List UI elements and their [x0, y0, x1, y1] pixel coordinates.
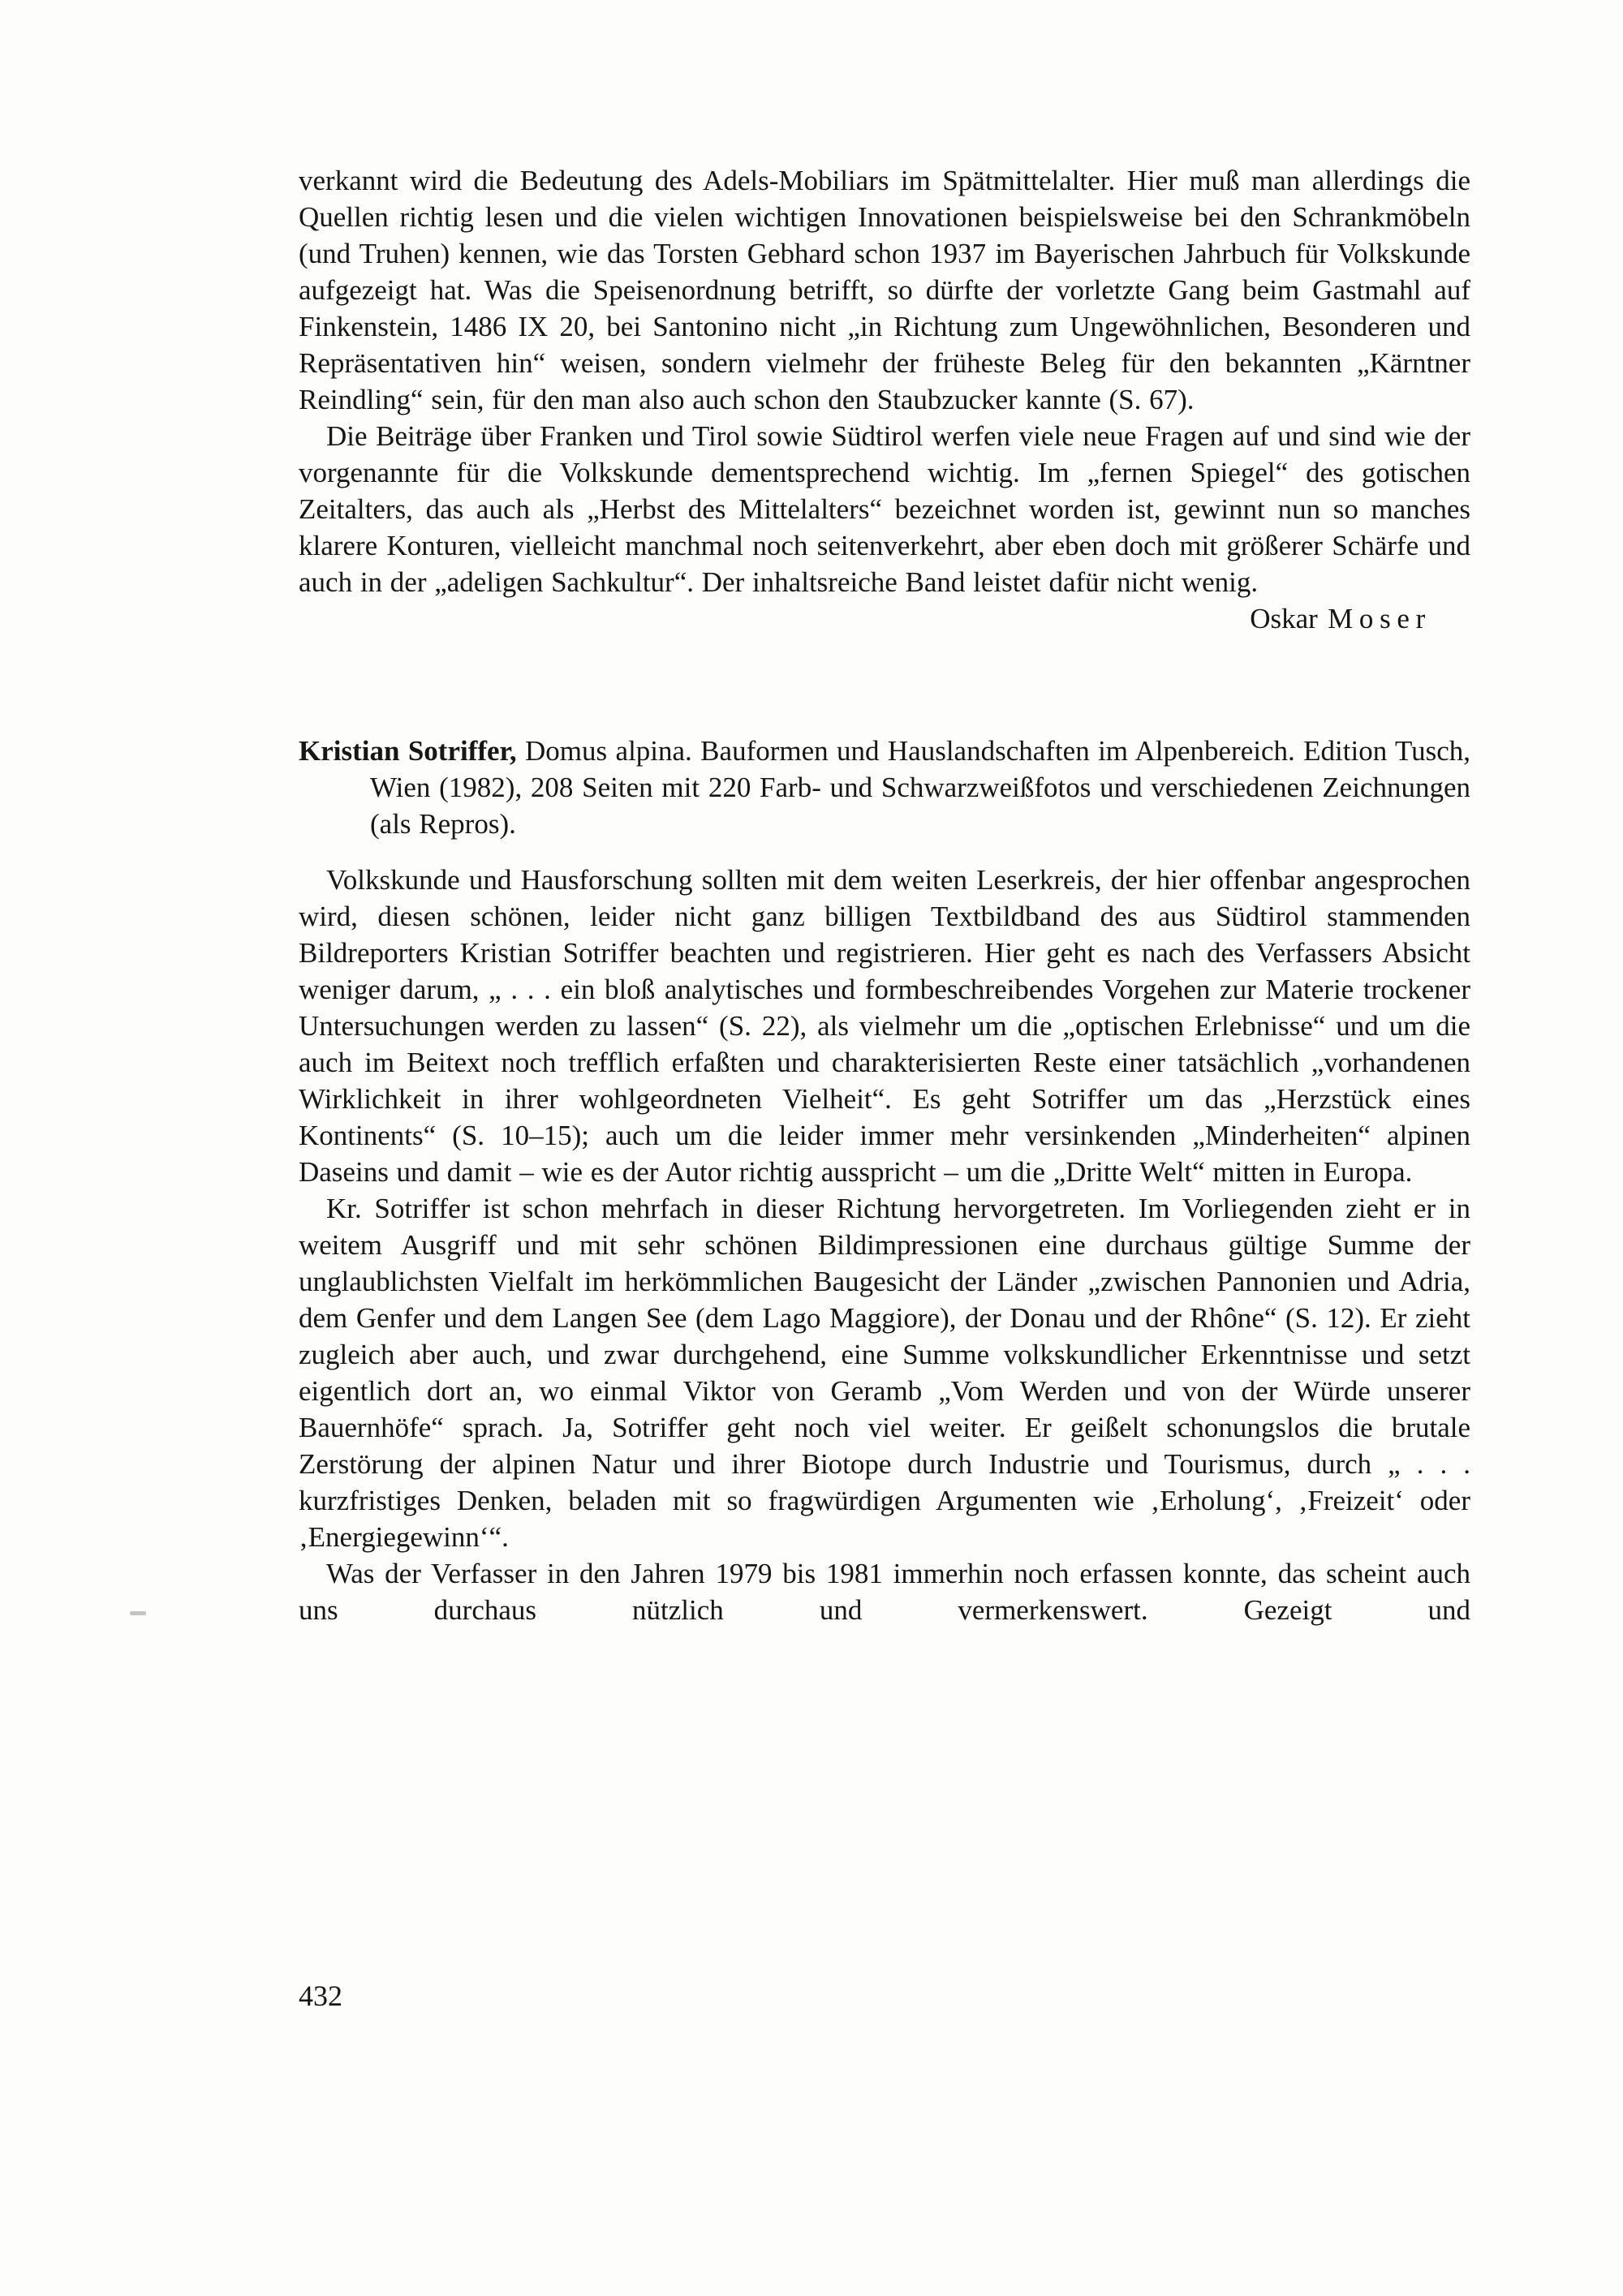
paragraph-review-end-closing: Die Beiträge über Franken und Tirol sowie Südtirol werfen viele neue Fragen auf und sind wie der vorgenannte für die Volkskunde dementsprechend wichtig. Im „fernen Spiegel“ des gotischen Zeitalters, das auch als „Herbst des Mittelalters“ bezeichnet worden ist, gewinnt nun so manches klarere Konturen, vielleicht manchmal noch seitenverkehrt, aber eben doch mit größerer Schärfe und auch in der „adeligen Sachkultur“. Der inhaltsreiche Band leistet dafür nicht wenig.: [299, 420, 1470, 598]
signature-last-name: Moser: [1328, 603, 1431, 634]
review-heading-title: Domus alpina. Bauformen und Hauslandschaften im Alpenbereich. Edition Tusch, Wien (1982), 208 Seiten mit 220 Farb- und Schwarzweißfotos und verschiedenen Zeichnungen (als Repros).: [370, 735, 1471, 840]
text-block: [299, 162, 1470, 1628]
review-heading-author: Kristian Sotriffer,: [299, 735, 517, 767]
paragraph-review-body-3: Was der Verfasser in den Jahren 1979 bis 1981 immerhin noch erfassen konnte, das scheint auch uns durchaus nützlich und vermerkenswert. Gezeigt und: [299, 1558, 1470, 1626]
signature-first-name: Oskar: [1250, 603, 1318, 634]
reviewer-signature: [299, 600, 1470, 637]
page-number: 432: [299, 1980, 342, 2012]
paragraph-review-body-2: Kr. Sotriffer ist schon mehrfach in dieser Richtung hervorgetreten. Im Vorliegenden zieht er in weitem Ausgriff und mit sehr schönen Bildimpressionen eine durchaus gültige Summe der unglaublichsten Vielfalt im herkömmlichen Baugesicht der Länder „zwischen Pannonien und Adria, dem Genfer und dem Langen See (dem Lago Maggiore), der Donau und der Rhône“ (S. 12). Er zieht zugleich aber auch, und zwar durchgehend, eine Summe volkskundlicher Erkenntnisse und setzt eigentlich dort an, wo einmal Viktor von Geramb „Vom Werden und von der Würde unserer Bauernhöfe“ sprach. Ja, Sotriffer geht noch viel weiter. Er geißelt schonungslos die brutale Zerstörung der alpinen Natur und ihrer Biotope durch Industrie und Tourismus, durch „ . . . kurzfristiges Denken, beladen mit so fragwürdigen Argumenten wie ‚Erholung‘, ‚Freizeit‘ oder ‚Energiegewinn‘“.: [299, 1193, 1470, 1553]
paragraph-review-end-continuation: verkannt wird die Bedeutung des Adels-Mobiliars im Spätmittelalter. Hier muß man allerdings die Quellen richtig lesen und die vielen wichtigen Innovationen beispielsweise bei den Schrankmöbeln (und Truhen) kennen, wie das Torsten Gebhard schon 1937 im Bayerischen Jahrbuch für Volkskunde aufgezeigt hat. Was die Speisenordnung betrifft, so dürfte der vorletzte Gang beim Gastmahl auf Finkenstein, 1486 IX 20, bei Santonino nicht „in Richtung zum Ungewöhnlichen, Besonderen und Repräsentativen hin“ weisen, sondern vielmehr der früheste Beleg für den bekannten „Kärntner Reindling“ sein, für den man also auch schon den Staubzucker kannte (S. 67).: [299, 165, 1470, 415]
review-heading: [299, 733, 1470, 842]
paragraph-review-body-1: Volkskunde und Hausforschung sollten mit dem weiten Leserkreis, der hier offenbar angesprochen wird, diesen schönen, leider nicht ganz billigen Textbildband des aus Südtirol stammenden Bildreporters Kristian Sotriffer beachten und registrieren. Hier geht es nach des Verfassers Absicht weniger darum, „ . . . ein bloß analytisches und formbeschreibendes Vorgehen zur Materie trockener Untersuchungen werden zu lassen“ (S. 22), als vielmehr um die „optischen Erlebnisse“ und um die auch im Beitext noch trefflich erfaßten und charakterisierten Reste einer tatsächlich „vorhandenen Wirklichkeit in ihrer wohlgeordneten Vielheit“. Es geht Sotriffer um das „Herzstück eines Kontinents“ (S. 10–15); auch um die leider immer mehr versinkenden „Minderheiten“ alpinen Daseins und damit – wie es der Autor richtig ausspricht – um die „Dritte Welt“ mitten in Europa.: [299, 864, 1470, 1188]
scan-artifact-dash: [130, 1611, 146, 1615]
